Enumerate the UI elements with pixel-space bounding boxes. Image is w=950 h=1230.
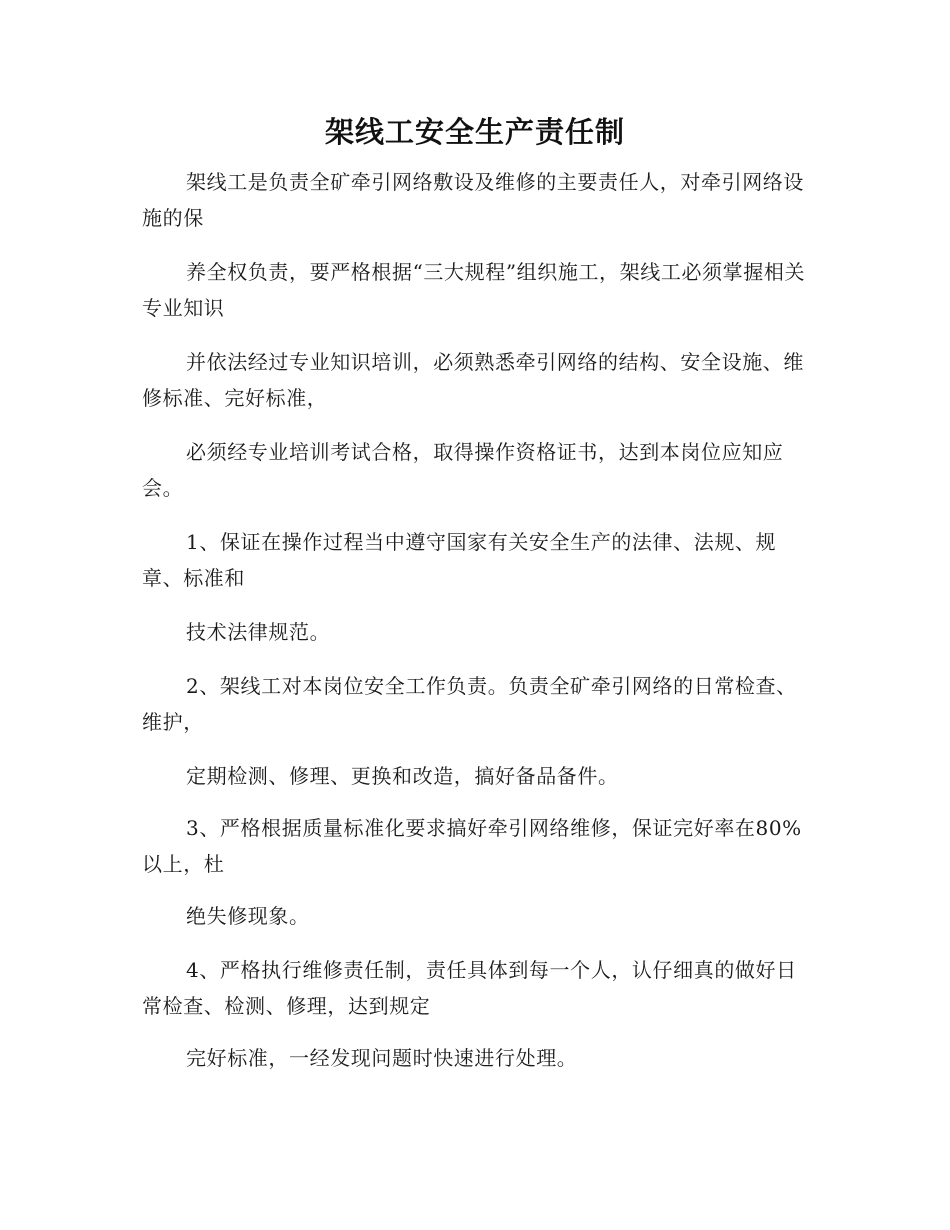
paragraph-8: 定期检测、修理、更换和改造，搞好备品备件。 bbox=[186, 764, 619, 788]
paragraph-10: 绝失修现象。 bbox=[186, 904, 310, 928]
paragraph-9: 3、严格根据质量标准化要求搞好牵引网络维修，保证完好率在80%以上，杜 bbox=[142, 816, 802, 876]
paragraph-5: 1、保证在操作过程当中遵守国家有关安全生产的法律、法规、规章、标准和 bbox=[142, 530, 777, 590]
paragraph-11: 4、严格执行维修责任制，责任具体到每一个人，认仔细真的做好日常检查、检测、修理，达到规定 bbox=[142, 958, 797, 1018]
paragraph-7: 2、架线工对本岗位安全工作负责。负责全矿牵引网络的日常检查、维护， bbox=[142, 674, 797, 734]
paragraph-1: 架线工是负责全矿牵引网络敷设及维修的主要责任人，对牵引网络设施的保 bbox=[142, 170, 804, 230]
paragraph-3: 并依法经过专业知识培训，必须熟悉牵引网络的结构、安全设施、维修标准、完好标准， bbox=[142, 350, 804, 410]
paragraph-12: 完好标准，一经发现问题时快速进行处理。 bbox=[186, 1046, 578, 1070]
paragraph-2: 养全权负责，要严格根据“三大规程”组织施工，架线工必须掌握相关专业知识 bbox=[142, 260, 806, 320]
paragraph-6: 技术法律规范。 bbox=[186, 620, 331, 644]
paragraph-4: 必须经专业培训考试合格，取得操作资格证书，达到本岗位应知应会。 bbox=[142, 440, 784, 500]
document-title: 架线工安全生产责任制 bbox=[324, 115, 625, 149]
